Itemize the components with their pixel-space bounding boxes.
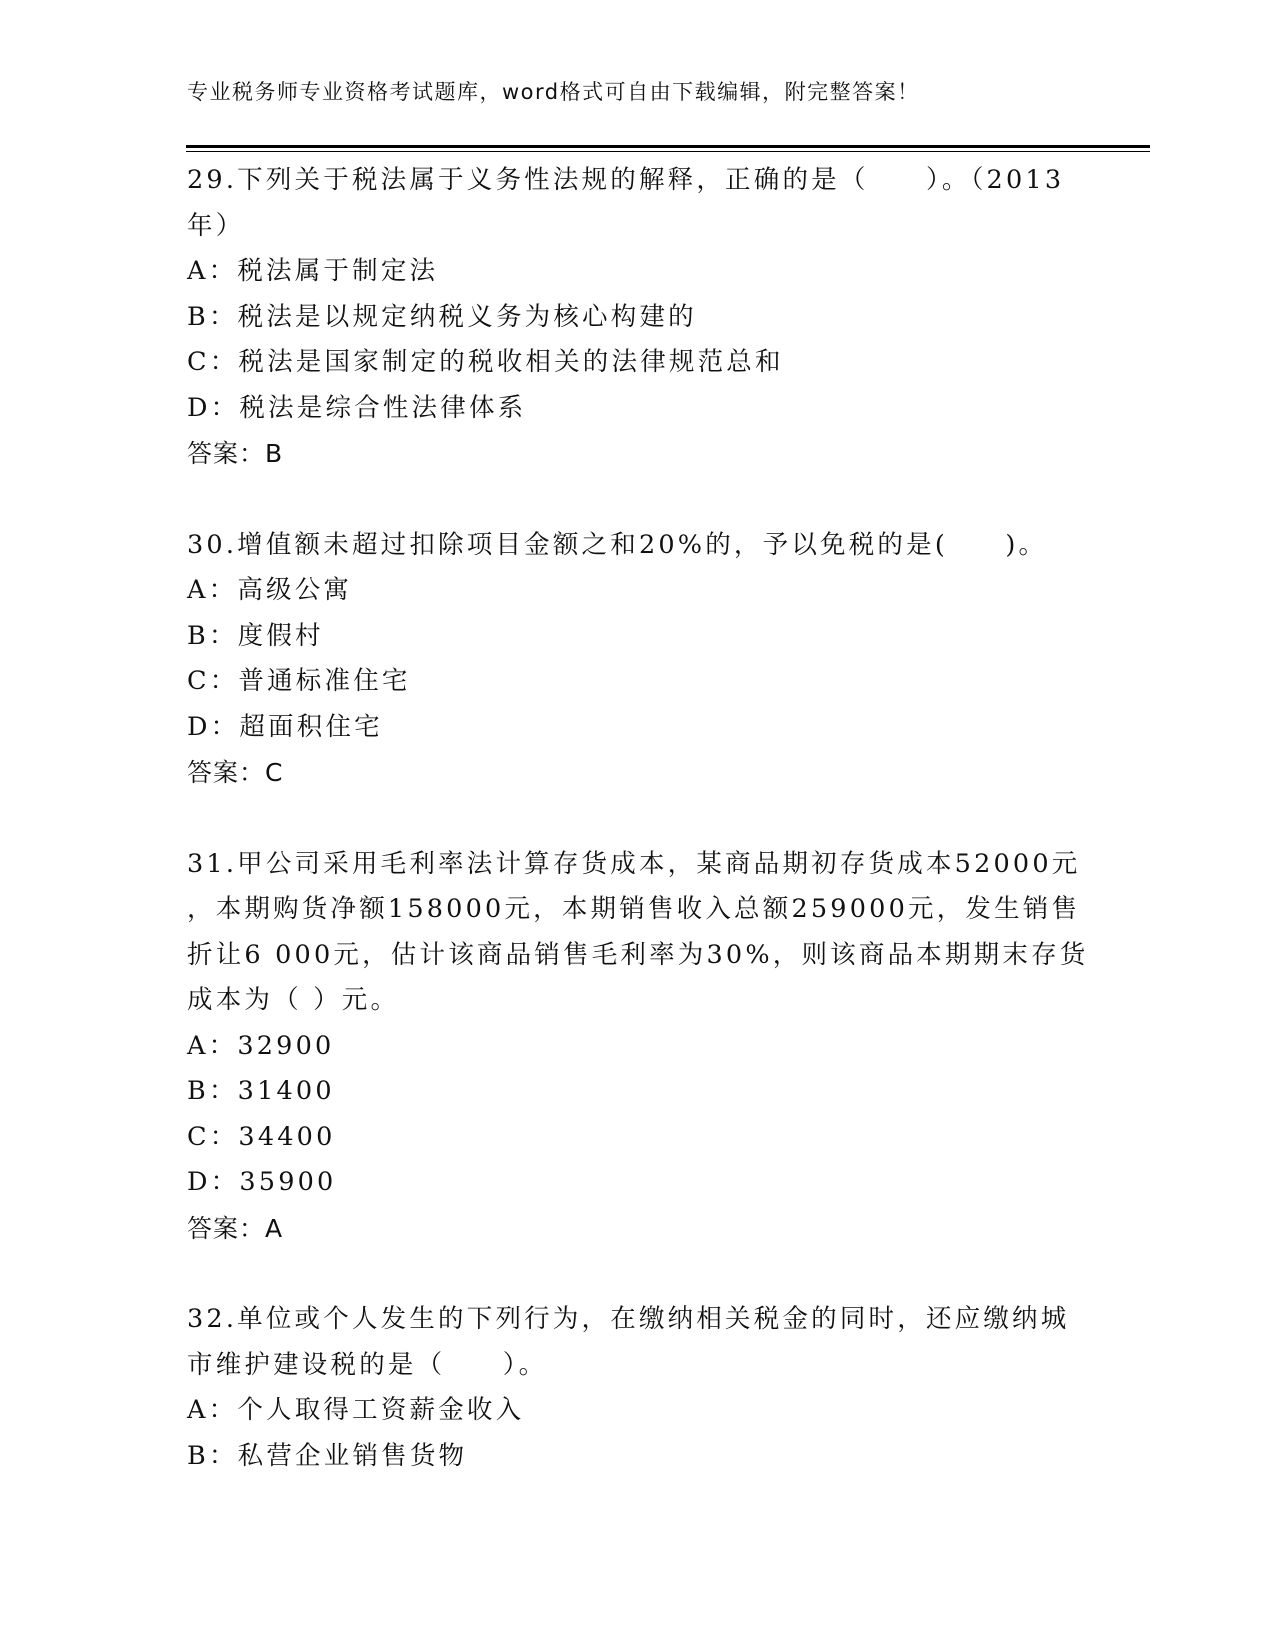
option-c: C：税法是国家制定的税收相关的法律规范总和	[187, 347, 784, 377]
question-stem: ，本期购货净额158000元，本期销售收入总额259000元，发生销售	[187, 894, 1081, 924]
question-stem: 29.下列关于税法属于义务性法规的解释，正确的是（ ）。（2013	[187, 165, 1065, 195]
option-d: D：税法是综合性法律体系	[187, 392, 527, 423]
option-b: B：度假村	[187, 620, 324, 651]
question-stem: 市维护建设税的是（ ）。	[187, 1349, 548, 1380]
question-stem: 31.甲公司采用毛利率法计算存货成本，某商品期初存货成本52000元	[187, 848, 1081, 879]
question-31	[187, 842, 1087, 1252]
question-32	[187, 1297, 1087, 1479]
option-c: C：普通标准住宅	[187, 666, 411, 696]
option-a: A：高级公寓	[187, 575, 353, 605]
question-stem: 32.单位或个人发生的下列行为，在缴纳相关税金的同时，还应缴纳城	[187, 1304, 1070, 1334]
option-a: A：税法属于制定法	[187, 256, 439, 286]
option-c: C：34400	[187, 1121, 336, 1152]
option-b: B：31400	[187, 1076, 335, 1106]
question-30	[187, 523, 1087, 796]
question-stem: 成本为（ ）元。	[187, 985, 400, 1015]
question-stem: 年）	[187, 210, 245, 241]
option-a: A：32900	[187, 1030, 335, 1061]
header-rule-thick	[186, 145, 1150, 148]
option-b: B：私营企业销售货物	[187, 1440, 468, 1471]
question-29	[187, 158, 1087, 477]
option-d: D：35900	[187, 1167, 337, 1197]
question-stem: 30.增值额未超过扣除项目金额之和20%的，予以免税的是( )。	[187, 529, 1048, 560]
page-header: 专业税务师专业资格考试题库，word格式可自由下载编辑，附完整答案！	[187, 80, 920, 104]
option-a: A：个人取得工资薪金收入	[187, 1395, 525, 1425]
answer: 答案：B	[187, 439, 284, 468]
answer: 答案：A	[187, 1213, 284, 1243]
answer: 答案：C	[187, 758, 284, 787]
question-stem: 折让6 000元，估计该商品销售毛利率为30%，则该商品本期期末存货	[187, 939, 1089, 970]
header-rule-thin	[186, 151, 1150, 152]
option-d: D：超面积住宅	[187, 711, 383, 742]
option-b: B：税法是以规定纳税义务为核心构建的	[187, 301, 697, 332]
question-list	[187, 158, 1087, 1479]
